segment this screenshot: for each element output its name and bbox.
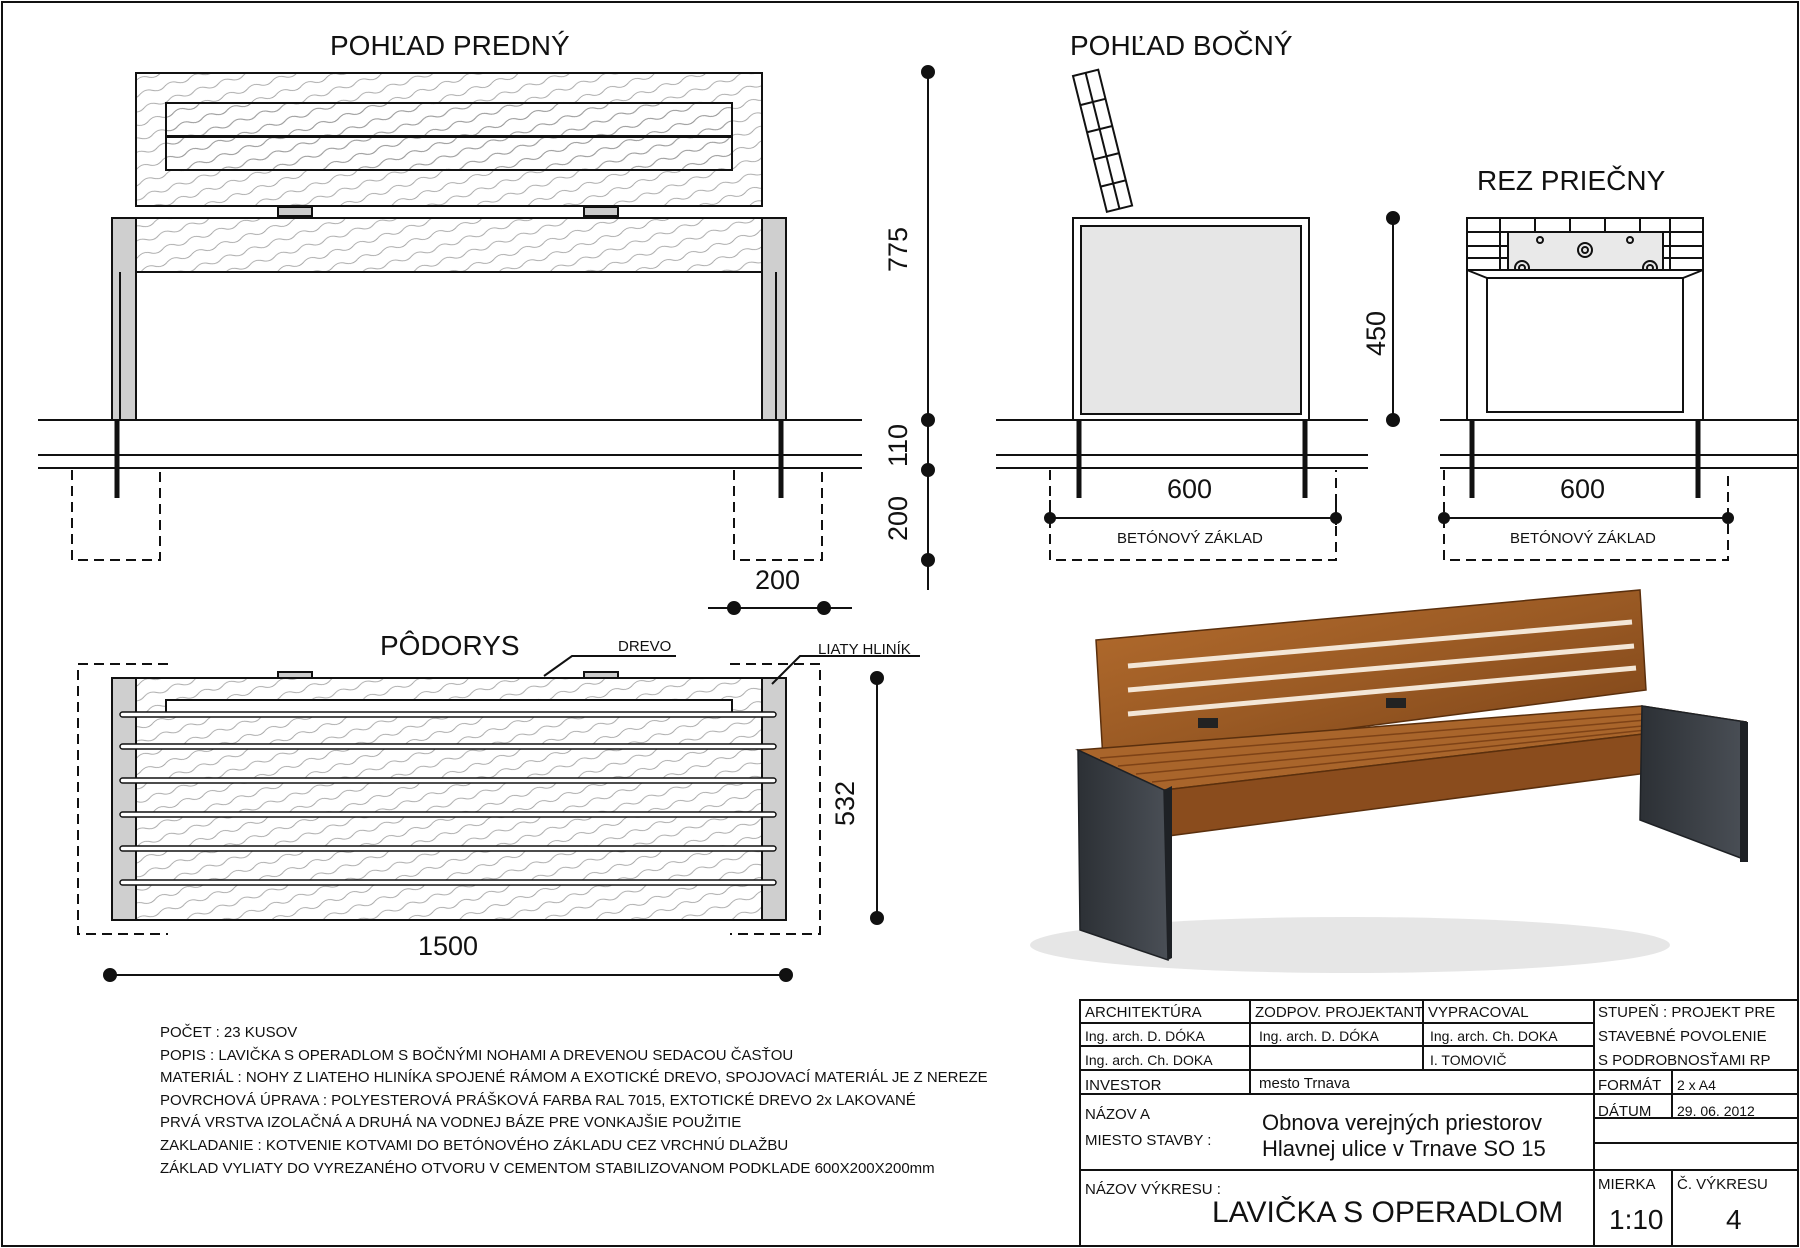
plan-depth-dim-label: 532 <box>830 780 860 826</box>
tb-format-value: 2 x A4 <box>1677 1077 1716 1093</box>
front-foundation-right <box>734 470 822 560</box>
tb-format-label: FORMÁT <box>1598 1077 1662 1094</box>
side-width-dim-label: 600 <box>1167 474 1213 504</box>
render-leg-right <box>1640 706 1746 860</box>
front-leg-left <box>112 218 136 420</box>
foundation-side-label: BETÓNOVÝ ZÁKLAD <box>1117 530 1263 547</box>
front-seat-front <box>120 272 776 420</box>
foundation-depth-dim-label: 200 <box>883 495 913 541</box>
side-view-title: POHĽAD BOČNÝ <box>1070 30 1293 61</box>
front-bracket-right <box>584 207 618 216</box>
tb-nazov-label-1: NÁZOV A <box>1085 1106 1151 1123</box>
front-height-dim-label: 775 <box>883 226 913 272</box>
tb-vypracoval-1: Ing. arch. Ch. DOKA <box>1430 1028 1558 1044</box>
tb-datum-label: DÁTUM <box>1598 1103 1652 1120</box>
tb-zodpov-name: Ing. arch. D. DÓKA <box>1259 1028 1379 1044</box>
tb-stupen-1: STUPEŇ : PROJEKT PRE <box>1598 1004 1776 1021</box>
note-line: POVRCHOVÁ ÚPRAVA : POLYESTEROVÁ PRÁŠKOVÁ FARBA RAL 7015, EXTOTICKÉ DREVO 2x LAKOVANÉ <box>160 1091 916 1109</box>
front-leg-right <box>762 218 786 420</box>
seat-height-dim-label: 450 <box>1361 310 1391 356</box>
plan-view-title: PÔDORYS <box>380 630 520 661</box>
ground-layer-dim-label: 110 <box>883 423 913 467</box>
front-backrest-slat-1 <box>166 103 732 136</box>
tb-nazov-label-2: MIESTO STAVBY : <box>1085 1132 1212 1149</box>
note-line: POČET : 23 KUSOV <box>160 1024 298 1041</box>
tb-architektura-label: ARCHITEKTÚRA <box>1085 1004 1202 1021</box>
cross-section <box>1440 218 1798 560</box>
tb-stupen-2: STAVEBNÉ POVOLENIE <box>1598 1028 1767 1045</box>
tb-stupen-3: S PODROBNOSŤAMI RP <box>1598 1052 1771 1069</box>
tb-zodpov-label: ZODPOV. PROJEKTANT <box>1255 1004 1424 1021</box>
tb-investor-label: INVESTOR <box>1085 1077 1162 1094</box>
section-width-dimension <box>1439 513 1733 523</box>
plan-length-dim-label: 1500 <box>418 931 479 961</box>
side-width-dimension <box>1045 513 1341 523</box>
tb-cislo-label: Č. VÝKRESU <box>1677 1176 1768 1193</box>
tb-vykres-value: LAVIČKA S OPERADLOM <box>1212 1196 1564 1229</box>
foundation-width-dim-label: 200 <box>755 565 801 595</box>
front-bracket-left <box>278 207 312 216</box>
tb-mierka-label: MIERKA <box>1598 1176 1656 1193</box>
tb-vykres-label: NÁZOV VÝKRESU : <box>1085 1181 1221 1198</box>
front-view-title: POHĽAD PREDNÝ <box>330 30 570 61</box>
bench-render <box>1030 590 1748 973</box>
front-seat <box>136 218 762 272</box>
tb-nazov-value-1: Obnova verejných priestorov <box>1262 1110 1543 1135</box>
tb-nazov-value-2: Hlavnej ulice v Trnave SO 15 <box>1262 1136 1546 1161</box>
tb-investor-value: mesto Trnava <box>1259 1075 1350 1092</box>
section-view-title: REZ PRIEČNY <box>1477 165 1666 196</box>
specification-notes <box>160 1022 988 1180</box>
aluminium-leader <box>772 656 920 684</box>
tb-architekt-1: Ing. arch. D. DÓKA <box>1085 1028 1205 1044</box>
note-line: POPIS : LAVIČKA S OPERADLOM S BOČNÝMI NOHAMI A DREVENOU SEDACOU ČASŤOU <box>160 1046 794 1064</box>
tb-datum-value: 29. 06. 2012 <box>1677 1103 1755 1119</box>
note-line: PRVÁ VRSTVA IZOLAČNÁ A DRUHÁ NA VODNEJ BÁZE PRE VONKAJŠIE POUŽITIE <box>160 1114 742 1132</box>
foundation-section-label: BETÓNOVÝ ZÁKLAD <box>1510 530 1656 547</box>
plan-view <box>78 656 920 934</box>
cast-aluminium-label: LIATY HLINÍK <box>818 641 911 658</box>
note-line: MATERIÁL : NOHY Z LIATEHO HLINÍKA SPOJENÉ RÁMOM A EXOTICKÉ DREVO, SPOJOVACÍ MATERIÁL JE Z NEREZE <box>160 1069 988 1087</box>
wood-label: DREVO <box>618 638 672 655</box>
tb-vypracoval-label: VYPRACOVAL <box>1428 1004 1529 1021</box>
section-frame-inner <box>1487 278 1683 412</box>
tb-architekt-2: Ing. arch. Ch. DOKA <box>1085 1052 1213 1068</box>
front-backrest-slat-2 <box>166 137 732 170</box>
front-view <box>38 73 862 560</box>
tb-cislo-value: 4 <box>1726 1204 1742 1235</box>
note-line: ZAKLADANIE : KOTVENIE KOTVAMI DO BETÓNOVÉHO ZÁKLADU CEZ VRCHNÚ DLAŽBU <box>160 1136 789 1154</box>
note-line: ZÁKLAD VYLIATY DO VYREZANÉHO OTVORU V CEMENTOM STABILIZOVANOM PODKLADE 600X200X200mm <box>160 1159 935 1177</box>
side-frame-inner <box>1081 226 1301 414</box>
tb-vypracoval-2: I. TOMOVIČ <box>1430 1052 1507 1068</box>
section-width-dim-label: 600 <box>1560 474 1606 504</box>
tb-mierka-value: 1:10 <box>1609 1204 1664 1235</box>
